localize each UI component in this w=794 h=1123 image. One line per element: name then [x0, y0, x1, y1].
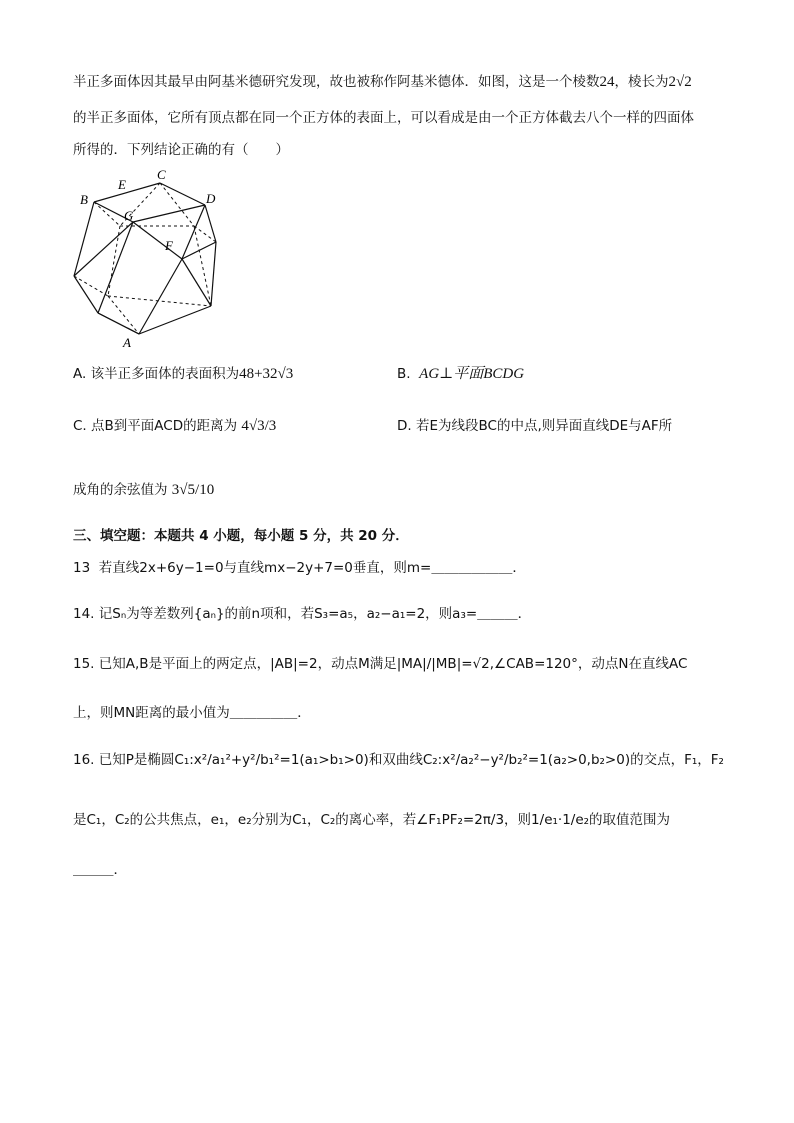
polyhedron-figure: [66, 166, 226, 352]
option-b-text: AG⊥平面BCDG: [419, 366, 525, 382]
question-16-line-1: [73, 750, 724, 770]
option-a-value: 48+32√3: [239, 366, 294, 382]
q16-number: 16.: [73, 752, 95, 768]
label-G: G: [124, 208, 134, 223]
option-c-value: 4√3/3: [241, 418, 277, 434]
label-A: A: [123, 335, 131, 350]
q15-line1: 已知A,B是平面上的两定点，|AB|=2，动点M满足|MA|/|MB|=√2,∠CAB=120°，动点N在直线AC: [98, 656, 688, 672]
problem-12-stem-line-2: 的半正多面体，它所有顶点都在同一个正方体的表面上，可以看成是由一个正方体截去八个一样的四面体: [73, 110, 694, 126]
q14-text: 记Sₙ为等差数列{aₙ}的前n项和，若S₃=a₅，a₂−a₁=2，则a₃=＿＿＿．: [98, 606, 532, 622]
section-3-heading: 三、填空题：本题共 4 小题，每小题 5 分，共 20 分．: [73, 528, 409, 544]
question-16-line-3: ＿＿＿．: [73, 862, 127, 878]
option-d-cont-text: 成角的余弦值为: [73, 482, 168, 498]
question-15-line-1: [73, 654, 687, 674]
q13-number: 13: [73, 560, 91, 576]
option-d-value: 3√5/10: [171, 482, 215, 498]
label-E: E: [118, 177, 126, 192]
option-d-cont: [73, 480, 214, 500]
option-a-text: A. 该半正多面体的表面积为: [73, 366, 240, 382]
stem-text: 半正多面体因其最早由阿基米德研究发现，故也被称作阿基米德体．如图，这是一个棱数: [73, 74, 600, 90]
label-D: D: [206, 191, 216, 206]
edge-length: 2√2: [668, 74, 692, 90]
option-c: [73, 416, 276, 436]
q16-line1: 已知P是椭圆C₁:x²/a₁²+y²/b₁²=1(a₁>b₁>0)和双曲线C₂:x²/a₂²−y²/b₂²=1(a₂>0,b₂>0)的交点，F₁，F₂: [98, 752, 724, 768]
question-14: [73, 604, 531, 624]
label-F: F: [165, 238, 173, 253]
question-16-line-2: 是C₁，C₂的公共焦点，e₁，e₂分别为C₁，C₂的离心率，若∠F₁PF₂=2π/3，则1/e₁·1/e₂的取值范围为: [73, 812, 671, 828]
stem-text-b: ，棱长为: [614, 74, 669, 90]
q15-number: 15.: [73, 656, 95, 672]
problem-12-stem-line-3: 所得的．下列结论正确的有（ ）: [73, 142, 289, 158]
q14-number: 14.: [73, 606, 95, 622]
q13-text: 若直线2x+6y−1=0与直线mx−2y+7=0垂直，则m=＿＿＿＿＿＿．: [98, 560, 526, 576]
option-a: [73, 364, 293, 384]
option-b-prefix: B.: [397, 366, 411, 382]
label-C: C: [157, 167, 166, 182]
question-13: [73, 558, 526, 578]
label-B: B: [80, 192, 88, 207]
problem-12-stem-line-1: [73, 72, 692, 92]
option-c-text: C. 点B到平面ACD的距离为: [73, 418, 238, 434]
edge-count: 24: [599, 74, 615, 90]
question-15-line-2: 上，则MN距离的最小值为＿＿＿＿＿．: [73, 705, 311, 721]
option-d: D. 若E为线段BC的中点,则异面直线DE与AF所: [397, 418, 673, 434]
option-b: [397, 364, 524, 384]
